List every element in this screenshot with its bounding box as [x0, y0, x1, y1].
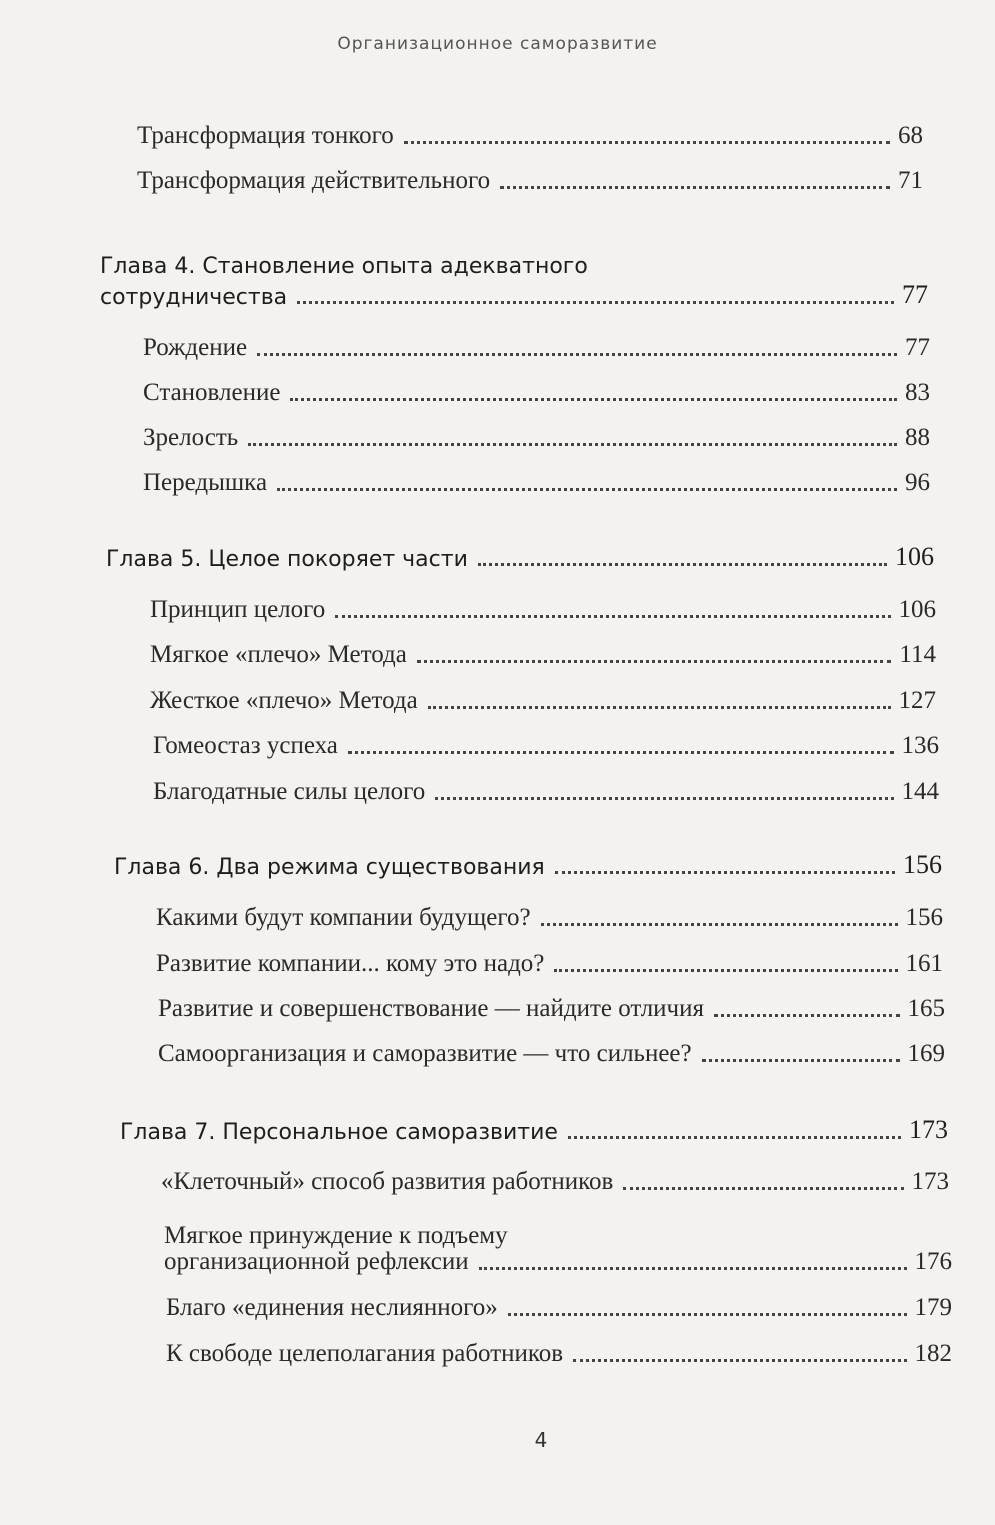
chapter-entry [114, 850, 942, 880]
toc-entry-title: Передышка [143, 469, 268, 496]
toc-entry-page: 169 [907, 1040, 945, 1067]
dot-leader [714, 1014, 900, 1017]
dot-leader [623, 1187, 903, 1190]
dot-leader [257, 353, 897, 356]
toc-entry [156, 950, 943, 978]
dot-leader [568, 1136, 901, 1139]
dot-leader [500, 186, 890, 189]
toc-entry-title: Рождение [143, 334, 248, 361]
toc-entry [158, 1040, 945, 1068]
toc-entry [143, 379, 930, 407]
chapter-page: 173 [909, 1115, 948, 1144]
toc-entry [156, 904, 943, 932]
toc-entry-title: Мягкое «плечо» Метода [150, 641, 407, 668]
chapter-title: Глава 6. Два режима существования [114, 855, 545, 880]
toc-entry-title: Благо «единения неслиянного» [166, 1294, 498, 1321]
toc-entry-page: 156 [905, 904, 943, 931]
toc-entry [153, 778, 939, 806]
chapter-title: Глава 7. Персональное саморазвитие [120, 1120, 558, 1145]
running-header: Организационное саморазвитие [337, 34, 658, 54]
chapter-entry [100, 280, 928, 310]
dot-leader [702, 1059, 900, 1062]
dot-leader [348, 751, 894, 754]
dot-leader [555, 871, 895, 874]
toc-entry-title: организационной рефлексии [164, 1248, 469, 1275]
toc-entry-title: «Клеточный» способ развития работников [161, 1168, 614, 1195]
dot-leader [290, 398, 897, 401]
toc-entry-page: 77 [905, 334, 930, 361]
dot-leader [478, 563, 887, 566]
dot-leader [417, 660, 892, 663]
toc-entry-title: Зрелость [143, 424, 239, 451]
toc-entry-page: 136 [901, 732, 939, 759]
toc-entry-title: Благодатные силы целого [153, 778, 426, 805]
dot-leader [554, 969, 897, 972]
toc-entry-title: Какими будут компании будущего? [156, 904, 531, 931]
chapter-title: Глава 5. Целое покоряет части [106, 547, 468, 572]
page-number: 4 [534, 1428, 548, 1452]
chapter-title: сотрудничества [100, 285, 288, 310]
toc-entry [150, 596, 936, 624]
dot-leader [335, 615, 890, 618]
toc-entry-page: 68 [898, 122, 923, 149]
toc-entry-title: Принцип целого [150, 596, 326, 623]
chapter-page: 77 [902, 280, 928, 309]
dot-leader [297, 301, 894, 304]
toc-entry-page: 114 [899, 641, 936, 668]
toc-entry-title: Развитие компании... кому это надо? [156, 950, 545, 977]
toc-entry-title: Гомеостаз успеха [153, 732, 338, 759]
toc-entry [161, 1168, 949, 1196]
toc-entry-page: 165 [907, 995, 945, 1022]
toc-entry-page: 179 [914, 1294, 952, 1321]
toc-entry [153, 732, 939, 760]
dot-leader [435, 797, 893, 800]
toc-entry [150, 687, 936, 715]
toc-entry-page: 127 [898, 687, 936, 714]
toc-entry [158, 995, 945, 1023]
toc-entry-title: Развитие и совершенствование — найдите отличия [158, 995, 704, 1022]
toc-entry [143, 469, 930, 497]
toc-entry-page: 144 [901, 778, 939, 805]
toc-entry-title: Жесткое «плечо» Метода [150, 687, 418, 714]
toc-entry [166, 1340, 952, 1368]
toc-entry-title: Трансформация действительного [137, 167, 491, 194]
dot-leader [479, 1267, 907, 1270]
chapter-page: 106 [895, 542, 934, 571]
chapter-page: 156 [903, 850, 942, 879]
chapter-entry [120, 1115, 948, 1145]
dot-leader [248, 443, 897, 446]
chapter-title-line1: Глава 4. Становление опыта адекватного [100, 254, 588, 279]
toc-entry-title: Трансформация тонкого [137, 122, 394, 149]
toc-entry-page: 173 [911, 1168, 949, 1195]
toc-entry [137, 167, 923, 195]
toc-entry-title-line1: Мягкое принуждение к подъему [164, 1222, 508, 1249]
toc-entry-page: 71 [898, 167, 923, 194]
dot-leader [277, 488, 897, 491]
dot-leader [428, 706, 891, 709]
chapter-entry [106, 542, 934, 572]
toc-entry [143, 424, 930, 452]
toc-entry [137, 122, 923, 150]
toc-entry-title: Становление [143, 379, 281, 406]
toc-entry [166, 1294, 952, 1322]
toc-entry-page: 96 [905, 469, 930, 496]
toc-entry [164, 1248, 952, 1276]
toc-entry-page: 83 [905, 379, 930, 406]
toc-entry-page: 88 [905, 424, 930, 451]
toc-entry-title: Самоорганизация и саморазвитие — что сильнее? [158, 1040, 692, 1067]
toc-entry [143, 334, 930, 362]
toc-entry-page: 161 [905, 950, 943, 977]
dot-leader [573, 1359, 906, 1362]
toc-entry [150, 641, 936, 669]
toc-entry-page: 176 [914, 1248, 952, 1275]
dot-leader [404, 141, 890, 144]
dot-leader [541, 923, 898, 926]
toc-entry-title: К свободе целеполагания работников [166, 1340, 564, 1367]
toc-entry-page: 182 [914, 1340, 952, 1367]
dot-leader [508, 1313, 907, 1316]
toc-entry-page: 106 [898, 596, 936, 623]
